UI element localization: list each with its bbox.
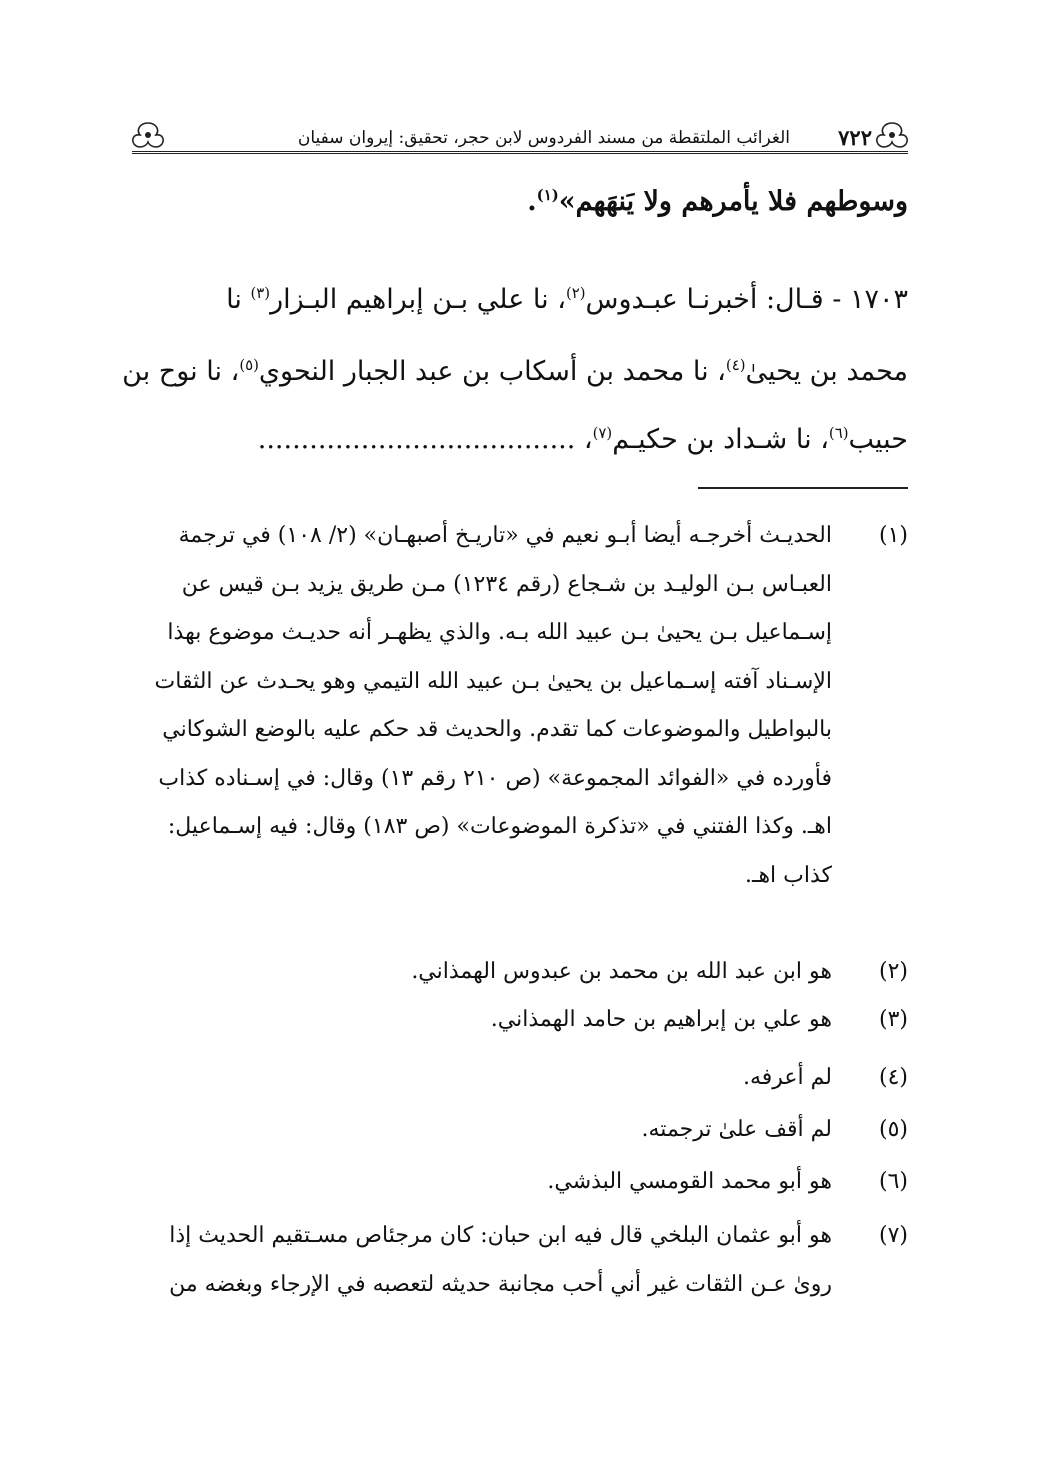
entry-text: ، bbox=[575, 424, 593, 455]
footnote-number: (٣) bbox=[878, 1007, 908, 1032]
entry-text: ، نا شـداد بن حكيـم bbox=[612, 424, 829, 455]
entry-text: ، نا محمد بن أسكاب بن عبد الجبار النحوي bbox=[258, 356, 726, 387]
footnote-number: (٧) bbox=[878, 1223, 908, 1248]
footnote-5 bbox=[132, 1112, 908, 1161]
ornament-icon bbox=[128, 120, 168, 150]
note-ref: (١) bbox=[536, 186, 559, 204]
footnote-3 bbox=[132, 1002, 908, 1051]
ellipsis-dots: ..................................... bbox=[257, 424, 576, 455]
page-header bbox=[132, 114, 908, 154]
entry-line-1 bbox=[132, 280, 908, 320]
footnote-separator bbox=[698, 487, 908, 489]
page-number: ٧٢٢ bbox=[838, 125, 872, 150]
footnote-line: الحديـث أخرجـه أيضا أبـو نعيم في «تاريـخ أصبهـان» (٢/ ١٠٨) في ترجمة bbox=[178, 523, 832, 548]
footnote-body bbox=[132, 518, 832, 906]
footnote-6 bbox=[132, 1164, 908, 1213]
ornament-icon bbox=[872, 120, 912, 150]
footnote-line: هو علي بن إبراهيم بن حامد الهمذاني. bbox=[490, 1007, 832, 1032]
note-ref: (٣) bbox=[250, 284, 271, 302]
footnote-number: (٥) bbox=[878, 1117, 908, 1142]
footnote-line: هو أبو عثمان البلخي قال فيه ابن حبان: كان مرجئاص مسـتقيم الحديث إذا bbox=[169, 1223, 832, 1248]
footnote-line: رویٰ عـن الثقات غير أني أحب مجانبة حديثه لتعصبه في الإرجاء وبغضه من bbox=[169, 1271, 832, 1297]
running-title: الغرائب الملتقطة من مسند الفردوس لابن حجر، تحقيق: إيروان سفيان bbox=[297, 128, 790, 148]
footnote-number: (٦) bbox=[878, 1169, 908, 1194]
continuation-text: وسوطهم فلا يأمرهم ولا يَنهَهم» bbox=[558, 186, 908, 217]
continuation-line bbox=[132, 182, 908, 222]
footnote-line: فأورده في «الفوائد المجموعة» (ص ٢١٠ رقم ١٣) وقال: في إسـناده كذاب bbox=[158, 765, 832, 791]
note-ref: (٦) bbox=[828, 424, 849, 442]
footnote-line: اهـ. وكذا الفتني في «تذكرة الموضوعات» (ص ١٨٣) وقال: فيه إسـماعيل: bbox=[167, 814, 832, 839]
footnote-number: (١) bbox=[878, 523, 908, 548]
note-ref: (٧) bbox=[592, 424, 613, 442]
footnote-4 bbox=[132, 1060, 908, 1109]
entry-text: ١٧٠٣ - قـال: أخبرنـا عبـدوس bbox=[585, 284, 908, 315]
entry-line-2 bbox=[122, 352, 908, 392]
entry-text: محمد بن يحيىٰ bbox=[745, 356, 908, 387]
entry-text: ، نا نوح بن bbox=[122, 356, 240, 387]
entry-text: نا bbox=[226, 284, 251, 315]
footnote-line: هو ابن عبد الله بن محمد بن عبدوس الهمذاني. bbox=[411, 959, 832, 984]
entry-line-3 bbox=[132, 420, 908, 460]
footnote-number: (٢) bbox=[878, 959, 908, 984]
entry-text: ، نا علي بـن إبراهيم البـزار bbox=[270, 284, 566, 315]
footnote-line: لم أقف علىٰ ترجمته. bbox=[641, 1117, 832, 1142]
footnote-line: هو أبو محمد القومسي البذشي. bbox=[547, 1169, 832, 1194]
footnote-line: إسـماعيل بـن يحيىٰ بـن عبيد الله بـه. والذي يظهـر أنه حديـث موضوع بهذا bbox=[167, 620, 832, 645]
entry-text: حبيب bbox=[848, 424, 908, 455]
continuation-end: . bbox=[527, 186, 537, 217]
note-ref: (٤) bbox=[725, 356, 746, 374]
footnote-7 bbox=[132, 1218, 908, 1315]
footnote-line: كذاب اهـ. bbox=[745, 862, 832, 888]
footnote-number: (٤) bbox=[878, 1065, 908, 1090]
note-ref: (٢) bbox=[565, 284, 586, 302]
footnote-line: لم أعرفه. bbox=[742, 1065, 832, 1090]
footnote-line: الإسـناد آفته إسـماعيل بن يحيىٰ بـن عبيد الله التيمي وهو يحـدث عن الثقات bbox=[154, 668, 832, 694]
header-rule bbox=[132, 151, 908, 154]
footnote-line: العبـاس بـن الوليـد بن شـجاع (رقم ١٢٣٤) مـن طريق يزيد بـن قيس عن bbox=[181, 571, 832, 597]
footnote-line: بالبواطيل والموضوعات كما تقدم. والحديث قد حكم عليه بالوضع الشوكاني bbox=[162, 717, 832, 742]
note-ref: (٥) bbox=[239, 356, 259, 374]
footnote-2 bbox=[132, 954, 908, 1003]
footnote-1 bbox=[132, 518, 908, 906]
